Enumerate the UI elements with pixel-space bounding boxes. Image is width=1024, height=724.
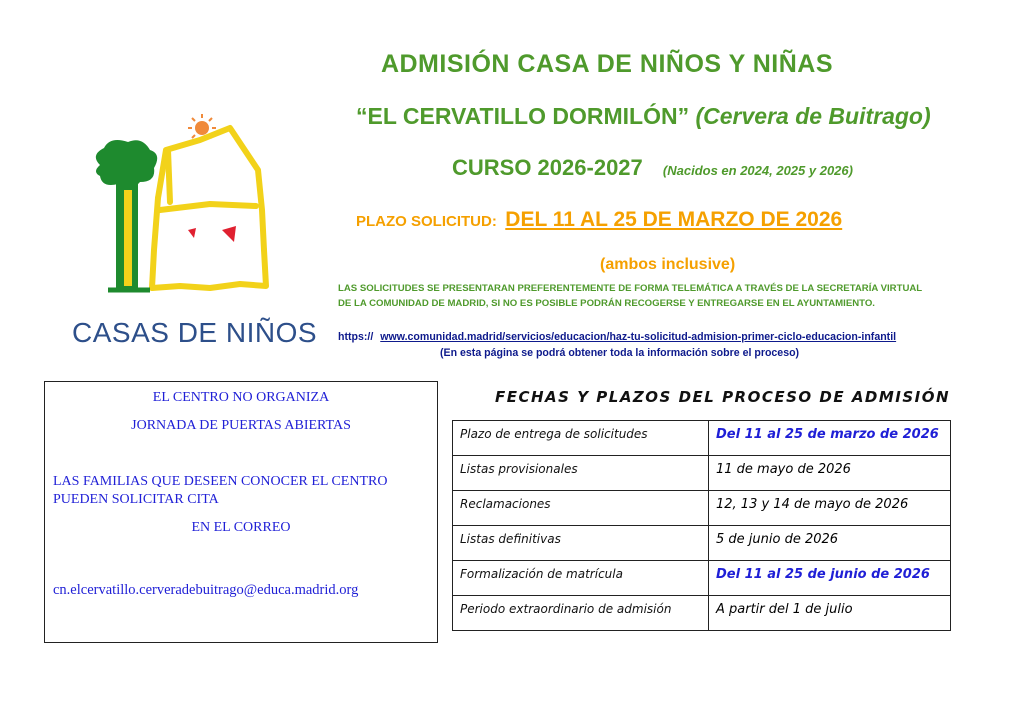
page-title: ADMISIÓN CASA DE NIÑOS Y NIÑAS: [380, 50, 834, 78]
submission-notice-line1: LAS SOLICITUDES SE PRESENTARAN PREFERENTEMENTE DE FORMA TELEMÁTICA A TRAVÉS DE LA SECRETARÍA VIRTUAL: [338, 283, 923, 294]
schedule-label: Reclamaciones: [453, 491, 709, 526]
schedule-table: [452, 420, 951, 631]
face-eye-icon: [222, 226, 236, 242]
application-period: [356, 208, 842, 232]
table-row: [453, 421, 951, 456]
schedule-value: 5 de junio de 2026: [709, 526, 951, 561]
schedule-value: 12, 13 y 14 de mayo de 2026: [709, 491, 951, 526]
school-location: (Cervera de Buitrago): [695, 103, 931, 129]
casas-de-ninos-logo: [80, 110, 280, 310]
application-link[interactable]: www.comunidad.madrid/servicios/educacion/haz-tu-solicitud-admision-primer-ciclo-educacion-infantil: [380, 331, 897, 343]
schedule-label: Plazo de entrega de solicitudes: [453, 421, 709, 456]
school-name-text: “EL CERVATILLO DORMILÓN”: [356, 103, 690, 129]
table-row: [453, 456, 951, 491]
schedule-label: Periodo extraordinario de admisión: [453, 596, 709, 631]
contact-email-link[interactable]: cn.elcervatillo.cerveradebuitrago@educa.madrid.org: [53, 582, 359, 598]
schedule-value: Del 11 al 25 de marzo de 2026: [709, 421, 951, 456]
application-period-dates: DEL 11 AL 25 DE MARZO DE 2026: [505, 208, 843, 231]
no-open-day-line2: JORNADA DE PUERTAS ABIERTAS: [131, 418, 351, 433]
url-note: (En esta página se podrá obtener toda la información sobre el proceso): [440, 347, 800, 359]
school-name: [356, 103, 931, 130]
table-row: [453, 596, 951, 631]
application-period-label: PLAZO SOLICITUD:: [356, 213, 497, 230]
schedule-label: Listas definitivas: [453, 526, 709, 561]
visit-request-line1: LAS FAMILIAS QUE DESEEN CONOCER EL CENTRO: [53, 474, 388, 489]
url-prefix: https://: [338, 331, 374, 343]
face-eye-left-icon: [188, 228, 196, 238]
schedule-value: Del 11 al 25 de junio de 2026: [709, 561, 951, 596]
born-years: (Nacidos en 2024, 2025 y 2026): [662, 163, 853, 178]
inclusive-note: (ambos inclusive): [600, 256, 736, 273]
tree-icon: [96, 140, 157, 290]
open-day-box: [44, 381, 438, 643]
url-line: [338, 331, 896, 343]
table-row: [453, 491, 951, 526]
visit-request-line2: PUEDEN SOLICITAR CITA: [53, 492, 219, 507]
house-icon: [152, 128, 266, 288]
course-year: CURSO 2026-2027: [452, 155, 643, 180]
submission-notice-line2: DE LA COMUNIDAD DE MADRID, SI NO ES POSIBLE PODRÁN RECOGERSE Y ENTREGARSE EN EL AYUNTAMIENTO.: [338, 298, 875, 309]
logo-text: CASAS DE NIÑOS: [72, 317, 318, 348]
schedule-label: Formalización de matrícula: [453, 561, 709, 596]
schedule-value: A partir del 1 de julio: [709, 596, 951, 631]
by-email-line: EN EL CORREO: [191, 520, 291, 535]
course-line: [452, 155, 853, 181]
table-row: [453, 561, 951, 596]
no-open-day-line1: EL CENTRO NO ORGANIZA: [152, 390, 330, 405]
schedule-value: 11 de mayo de 2026: [709, 456, 951, 491]
schedule-title: FECHAS Y PLAZOS DEL PROCESO DE ADMISIÓN: [495, 388, 951, 406]
table-row: [453, 526, 951, 561]
schedule-label: Listas provisionales: [453, 456, 709, 491]
submission-notice: [338, 281, 922, 311]
